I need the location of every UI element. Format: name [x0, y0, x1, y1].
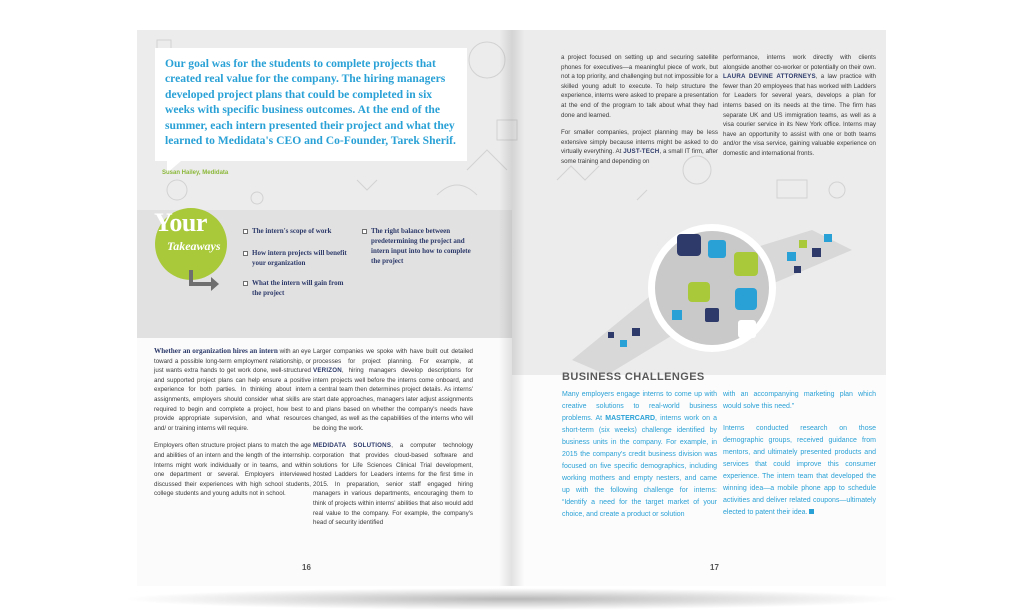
paragraph-text: a project focused on setting up and securing satellite phones for executives—a meaningful piece of work, but not a top priority, and challenging but not impossible for a skilled young adult to execute. To help structure the experience, interns were asked to prepare a presentation at the end of the program to talk about what they had done and learned.	[561, 54, 718, 119]
paragraph-text: , a law practice with fewer than 20 employees that has worked with Ladders for Leaders for several years, develops a plan for interns based on its needs at the time. The firm has separate UK and US immigration teams, as well as a visa courier service in its New York office. Interns may have an opportunity to assist with one or both teams and/or the visa service, gaining valuable experience on domestic and international fronts.	[723, 73, 876, 157]
paragraph-text: , interns work on a short-term (six weeks) challenge identified by business units in the company. For example, in 2015 the company's credit business division was focused on five specific demographics, including working mothers and empty nesters, and came up with the following challenge for interns: “Identify a need for the target market of your choice, and create a product or solution	[562, 415, 717, 518]
page-number-right: 17	[710, 563, 719, 572]
paragraph-text: with an accompanying marketing plan which would solve this need.”	[723, 391, 876, 410]
end-mark-icon	[809, 509, 814, 514]
takeaway-item: The right balance between predetermining the project and intern input into how to complete the project	[371, 227, 471, 265]
left-column-1	[154, 347, 311, 507]
takeaway-item: What the intern will gain from the project	[252, 279, 344, 297]
paragraph-text: , a computer technology corporation that provides cloud-based software and solutions for Life Sciences Clinical Trial development, hosted Ladders for Leaders interns for the first time in 2015. In preparation, senior staff engaged hiring managers in various departments, encouraging them to think of projects within interns' abilities that also would add real value to the company. For example, the company's head of security identified	[313, 442, 473, 527]
company-name: MASTERCARD	[605, 415, 656, 422]
paragraph-text: Employers often structure project plans to match the age and abilities of an intern and the length of the internship. Interns might work individually or in teams, and within one department or several. Employers interviewed discussed their experiences with high school students, college students and young adults not in school.	[154, 442, 311, 498]
page-number-left: 16	[302, 563, 311, 572]
takeaway-item: The intern's scope of work	[252, 227, 332, 235]
challenge-column-2	[723, 389, 876, 529]
brochure-spread	[137, 30, 886, 586]
company-name: MEDIDATA SOLUTIONS	[313, 442, 392, 450]
checkbox-icon	[243, 281, 248, 286]
pull-quote-text: Our goal was for the students to complete projects that created real value for the company. The hiring managers developed project plans that could be completed in six weeks with specific business outcomes. At the end of the summer, each intern presented their project and what they learned to Medidata's CEO and Co-Founder, Tarek Sherif.	[165, 57, 456, 148]
quote-attribution: Susan Hailey, Medidata	[162, 170, 229, 176]
arrow-right-icon	[211, 277, 219, 291]
lead-in: Whether an organization hires an intern	[154, 347, 278, 355]
section-heading: BUSINESS CHALLENGES	[562, 371, 705, 383]
company-name: VERIZON	[313, 367, 342, 375]
spine-gutter	[499, 30, 525, 586]
takeaway-item: How intern projects will benefit your organization	[252, 249, 347, 267]
challenge-illustration	[512, 210, 886, 375]
right-column-2	[723, 53, 876, 167]
checkbox-icon	[243, 251, 248, 256]
takeaways-title: Takeaways	[167, 239, 221, 253]
left-column-2	[313, 347, 473, 536]
paragraph-text: , hiring managers develop descriptions for intern projects well before the interns come onboard, and a central team then determines project details. As interns' start date approaches, managers later adjust assignments and plans based on whether the company's needs have changed, as well as the capabilities of the interns who will be doing the work.	[313, 367, 473, 432]
company-name: LAURA DEVINE ATTORNEYS	[723, 73, 816, 81]
takeaways-title-your: Your	[154, 208, 207, 237]
challenge-column-1	[562, 389, 717, 531]
pull-quote-box	[155, 48, 467, 161]
checkbox-icon	[362, 229, 367, 234]
right-column-1	[561, 53, 718, 175]
illustration-band	[512, 210, 886, 375]
paragraph-text: Interns conducted research on those demographic groups, received guidance from mentors, and ultimately presented products and services that could improve this consumer experience. The intern team that developed the winning idea—a mobile phone app to schedule activities and deliver related coupons—ultimately elected to patent their idea.	[723, 425, 876, 516]
paragraph-text: with an eye toward a possible long-term employment relationship, or just wants extra hands to get work done, well-structured and supported project plans can help ensure a positive experience for both parties. In thinking about intern assignments, employers should consider what skills are required to begin and complete a project, how best to provide appropriate supervision, and what resources and/ or training interns will require.	[154, 348, 311, 432]
paragraph-text: performance, interns work directly with clients alongside another co-worker or potentially on their own.	[723, 54, 876, 71]
arrow-shaft	[189, 282, 213, 286]
spread-shadow	[120, 588, 904, 610]
paragraph-text: For smaller companies, project planning may be less extensive simply because interns might be asked to do virtually everything. At	[561, 129, 718, 156]
checkbox-icon	[243, 229, 248, 234]
paragraph-text: , a small IT firm, after some training and depending on	[561, 148, 718, 165]
paragraph-text: Larger companies we spoke with have built out detailed processes for project planning. For example, at	[313, 348, 473, 365]
paragraph-text: Many employers engage interns to come up with creative solutions to real-world business problems. At	[562, 391, 717, 422]
company-name: JUST-TECH	[623, 148, 660, 156]
